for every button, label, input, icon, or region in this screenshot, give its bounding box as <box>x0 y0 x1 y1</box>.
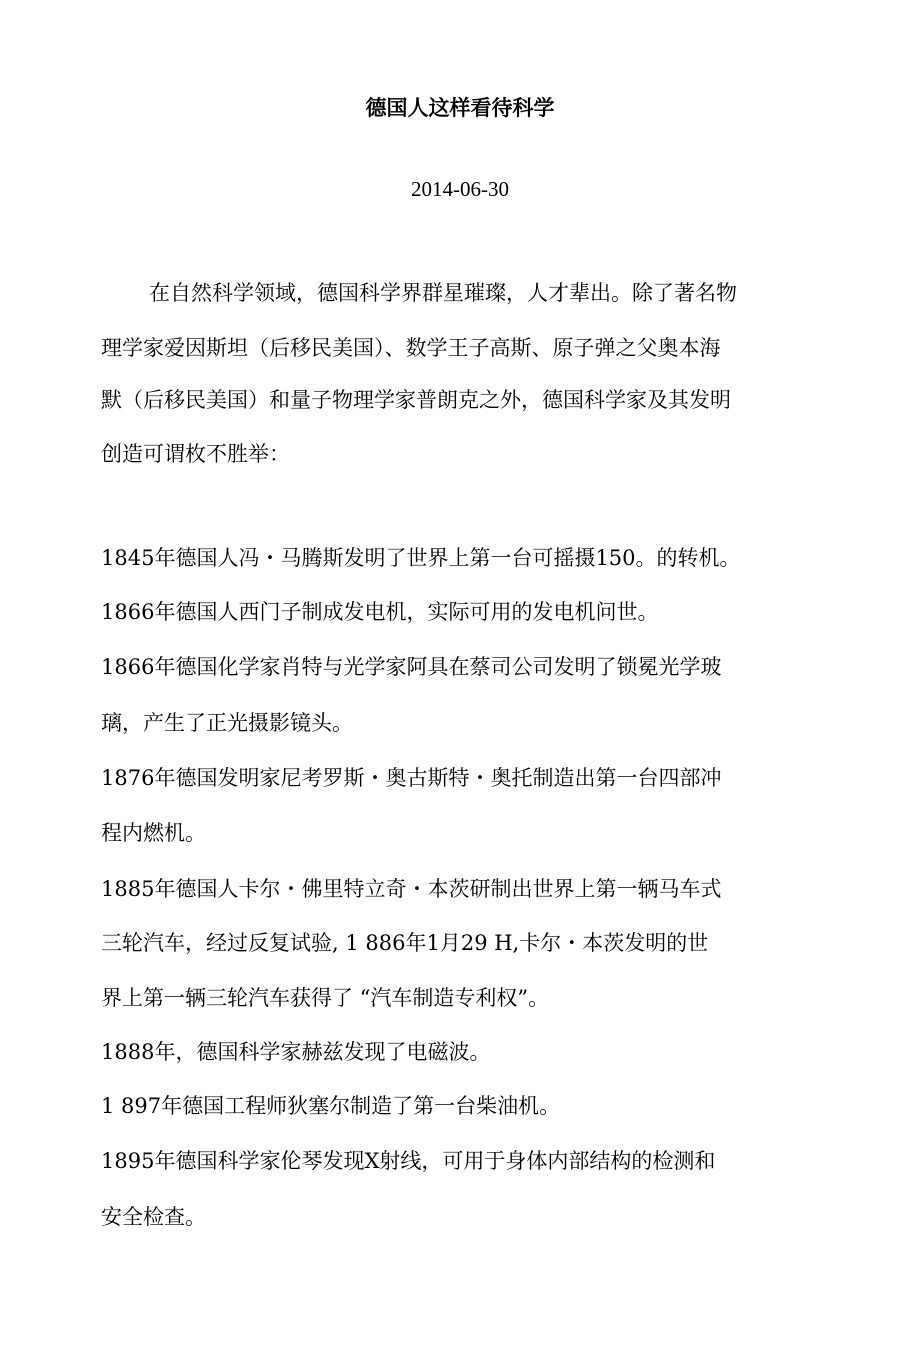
entry-line: 1895年德国科学家伦琴发现X射线，可用于身体内部结构的检测和 <box>101 1149 716 1173</box>
entry-line: 1845年德国人冯・马腾斯发明了世界上第一台可摇摄150。的转机。 <box>101 546 741 570</box>
entry-line: 1888年，德国科学家赫兹发现了电磁波。 <box>101 1040 491 1064</box>
entry-line: 程内燃机。 <box>101 821 206 845</box>
intro-line: 在自然科学领域，德国科学界群星璀璨，人才辈出。除了著名物 <box>149 281 737 305</box>
entry-line: 1885年德国人卡尔・佛里特立奇・本茨研制出世界上第一辆马车式 <box>101 877 722 901</box>
entry-line: 1866年德国化学家肖特与光学家阿具在蔡司公司发明了锁冕光学玻 <box>101 655 722 679</box>
intro-line: 创造可谓枚不胜举： <box>101 442 290 466</box>
entry-line: 1866年德国人西门子制成发电机，实际可用的发电机问世。 <box>101 600 659 624</box>
entry-line: 界上第一辆三轮汽车获得了 “汽车制造专利权”。 <box>101 986 550 1010</box>
entry-line: 1 897年德国工程师狄塞尔制造了第一台柴油机。 <box>101 1094 561 1118</box>
intro-line: 理学家爱因斯坦（后移民美国）、数学王子高斯、原子弹之父奥本海 <box>101 336 721 360</box>
document-date: 2014-06-30 <box>411 177 509 201</box>
document-title: 德国人这样看待科学 <box>365 95 555 120</box>
entry-line: 安全检查。 <box>101 1205 206 1229</box>
intro-line: 默（后移民美国）和量子物理学家普朗克之外，德国科学家及其发明 <box>101 388 731 412</box>
entry-line: 1876年德国发明家尼考罗斯・奥古斯特・奥托制造出第一台四部冲 <box>101 766 722 790</box>
entry-line: 三轮汽车，经过反复试验, 1 886年1月29 H,卡尔・本茨发明的世 <box>101 931 709 955</box>
entry-line: 璃，产生了正光摄影镜头。 <box>101 711 353 735</box>
